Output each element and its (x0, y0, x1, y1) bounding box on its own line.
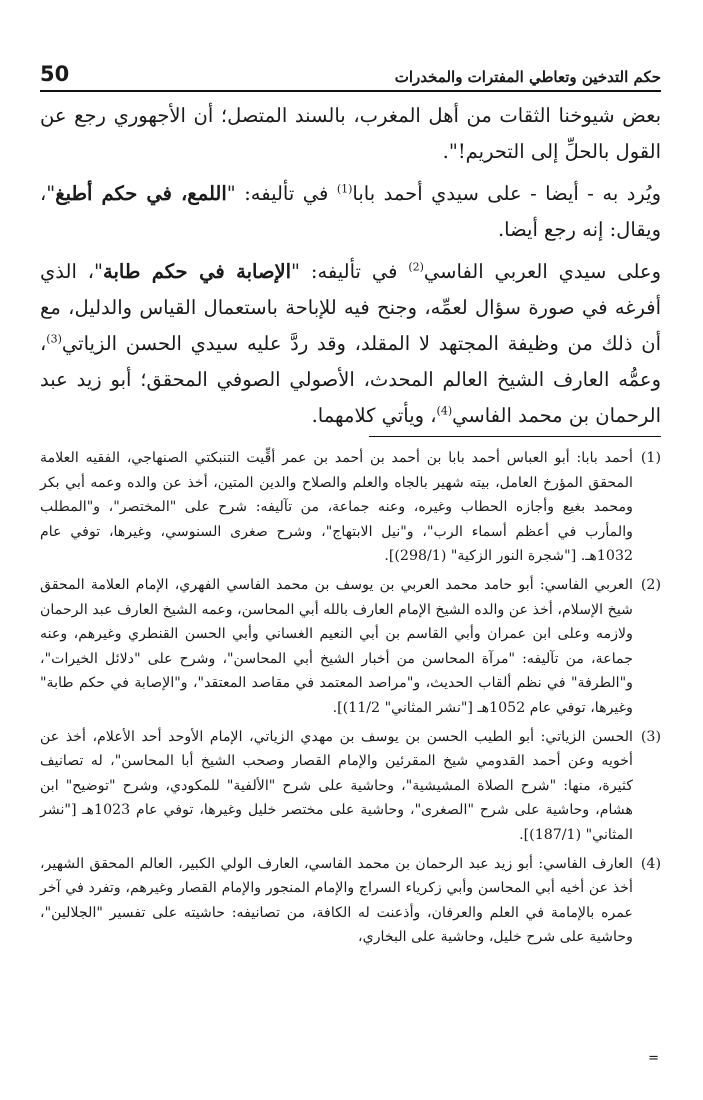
paragraph-3-text-c: "، الذي أفرغه في صورة سؤال لعمِّه، وجنح فيه للإباحة باستعمال القياس والدليل، مع أن ذلك من وظيفة المجتهد لا المقلد، وقد ردَّ عليه سيدي الحسن الزياتي (40, 260, 661, 355)
footnote-ref-3[interactable]: (3) (46, 332, 62, 346)
footnote-ref-4[interactable]: (4) (436, 404, 453, 418)
book-title-lumaa: اللمع، في حكم أطبغ (55, 182, 227, 205)
main-text (40, 98, 661, 440)
paragraph-2-text-c: "، ويقال: إنه رجع أيضا. (40, 182, 661, 241)
footnote-text: الحسن الزياتي: أبو الطيب الحسن بن يوسف بن مهدي الزياتي، الإمام الأوحد أحد الأعلام، أخذ عن أخويه وعن أحمد القدومي شيخ المقرئين والإمام القصار وصحب الشيخ أبا المحاسن"، له تصانيف كثيرة، منها: "شرح الصلاة المشيشية"، وحاشية على شرح "الألفية" للمكودي، وشرح "توضيح" ابن هشام، وحاشية على شرح "الصغرى"، وحاشية على مختصر خليل وغيرها، توفي عام 1023هـ ["نشر المثاني" (187/1)]. (40, 728, 633, 843)
paragraph-2-text-b: في تأليفه: " (226, 182, 337, 205)
footnote-ref-2[interactable]: (2) (408, 260, 424, 274)
footnote-text: أحمد بابا: أبو العباس أحمد بابا بن أحمد بن أحمد بن عمر أقِّيت التنبكتي الصنهاجي، الفقيه العلامة المحقق المؤرخ العامل، بيته شهير بالجاه والعلم والصلاح والدين المتين، أخذ عن والده وعمه أبي بكر ومحمد بغيع وأجازه الحطاب وغيره، وعنه جماعة، من تآليفه: شرح على "المختصر"، و"المطلب والمأرب في أعظم أسماء الرب"، و"نيل الابتهاج"، وشرح صغرى السنوسي، وغيرها، توفي عام 1032هـ. ["شجرة النور الزكية" (298/1)]. (40, 450, 633, 565)
paragraph-3 (40, 254, 661, 434)
footnote-text: العارف الفاسي: أبو زيد عبد الرحمان بن محمد الفاسي، العارف الولي الكبير، العالم المحقق الشهير، أخذ عن أخيه أبي المحاسن وأبي زكرياء السراج والإمام المنجور والإمام القصار وغيرهم، وتفرد في آخر عمره بالإمامة في العلم والعرفان، وأذعنت له الكافة، من تصانيفه: حاشيته على تفسير "الجلالين"، وحاشية على شرح خليل، وحاشية على البخاري، (40, 855, 633, 946)
footnote-ref-1[interactable]: (1) (336, 182, 353, 196)
paragraph-3-text-a: وعلى سيدي العربي الفاسي (423, 260, 661, 283)
continuation-mark: = (648, 1051, 659, 1066)
footnote-4 (40, 852, 661, 950)
footnote-number: (2) (640, 576, 661, 593)
book-title-isaba: الإصابة في حكم طابة (103, 260, 292, 283)
footnote-number: (3) (640, 728, 661, 745)
footnote-separator (369, 436, 661, 437)
paragraph-3-text-b: في تأليفه: " (291, 260, 409, 283)
paragraph-2-text-a: ويُرد به - أيضا - على سيدي أحمد بابا (352, 182, 661, 205)
footnote-1 (40, 446, 661, 569)
page-header (40, 56, 661, 92)
footnote-number: (4) (640, 855, 661, 872)
paragraph-3-text-e: ، ويأتي كلامهما. (311, 404, 437, 427)
paragraph-2 (40, 176, 661, 248)
footnotes (40, 446, 661, 954)
page-number: 50 (40, 62, 70, 86)
footnote-3 (40, 725, 661, 848)
paragraph-1: بعض شيوخنا الثقات من أهل المغرب، بالسند المتصل؛ أن الأجهوري رجع عن القول بالحلِّ إلى التحريم!". (40, 104, 661, 163)
running-title: حكم التدخين وتعاطي المفترات والمخدرات (394, 68, 661, 86)
footnote-number: (1) (640, 450, 661, 466)
footnote-text: العربي الفاسي: أبو حامد محمد العربي بن يوسف بن محمد الفاسي الفهري، الإمام العلامة المحقق شيخ الإسلام، أخذ عن والده الشيخ الإمام العارف بالله أبي المحاسن، وعمه الشيخ العارف عبد الرحمان ولازمه وعلى ابن عمران وأبي القاسم بن أبي النعيم الغساني وأبي الحسن القنطري وغيرهم، وعنه جماعة، من تآليفه: "مرآة المحاسن من أخبار الشيخ أبي المحاسن"، وشرح على "دلائل الخيرات"، و"الطرفة" في نظم ألقاب الحديث، و"مراصد المعتمد في مقاصد المعتقد"، و"الإصابة في حكم طابة" وغيرها، توفي عام 1052هـ ["نشر المثاني" 11/2)]. (40, 576, 633, 716)
paragraph-3-text-d: ، وعمُّه العارف الشيخ العالم المحدث، الأصولي الصوفي المحقق؛ أبو زيد عبد الرحمان بن محمد الفاسي (40, 332, 661, 427)
footnote-2 (40, 573, 661, 721)
